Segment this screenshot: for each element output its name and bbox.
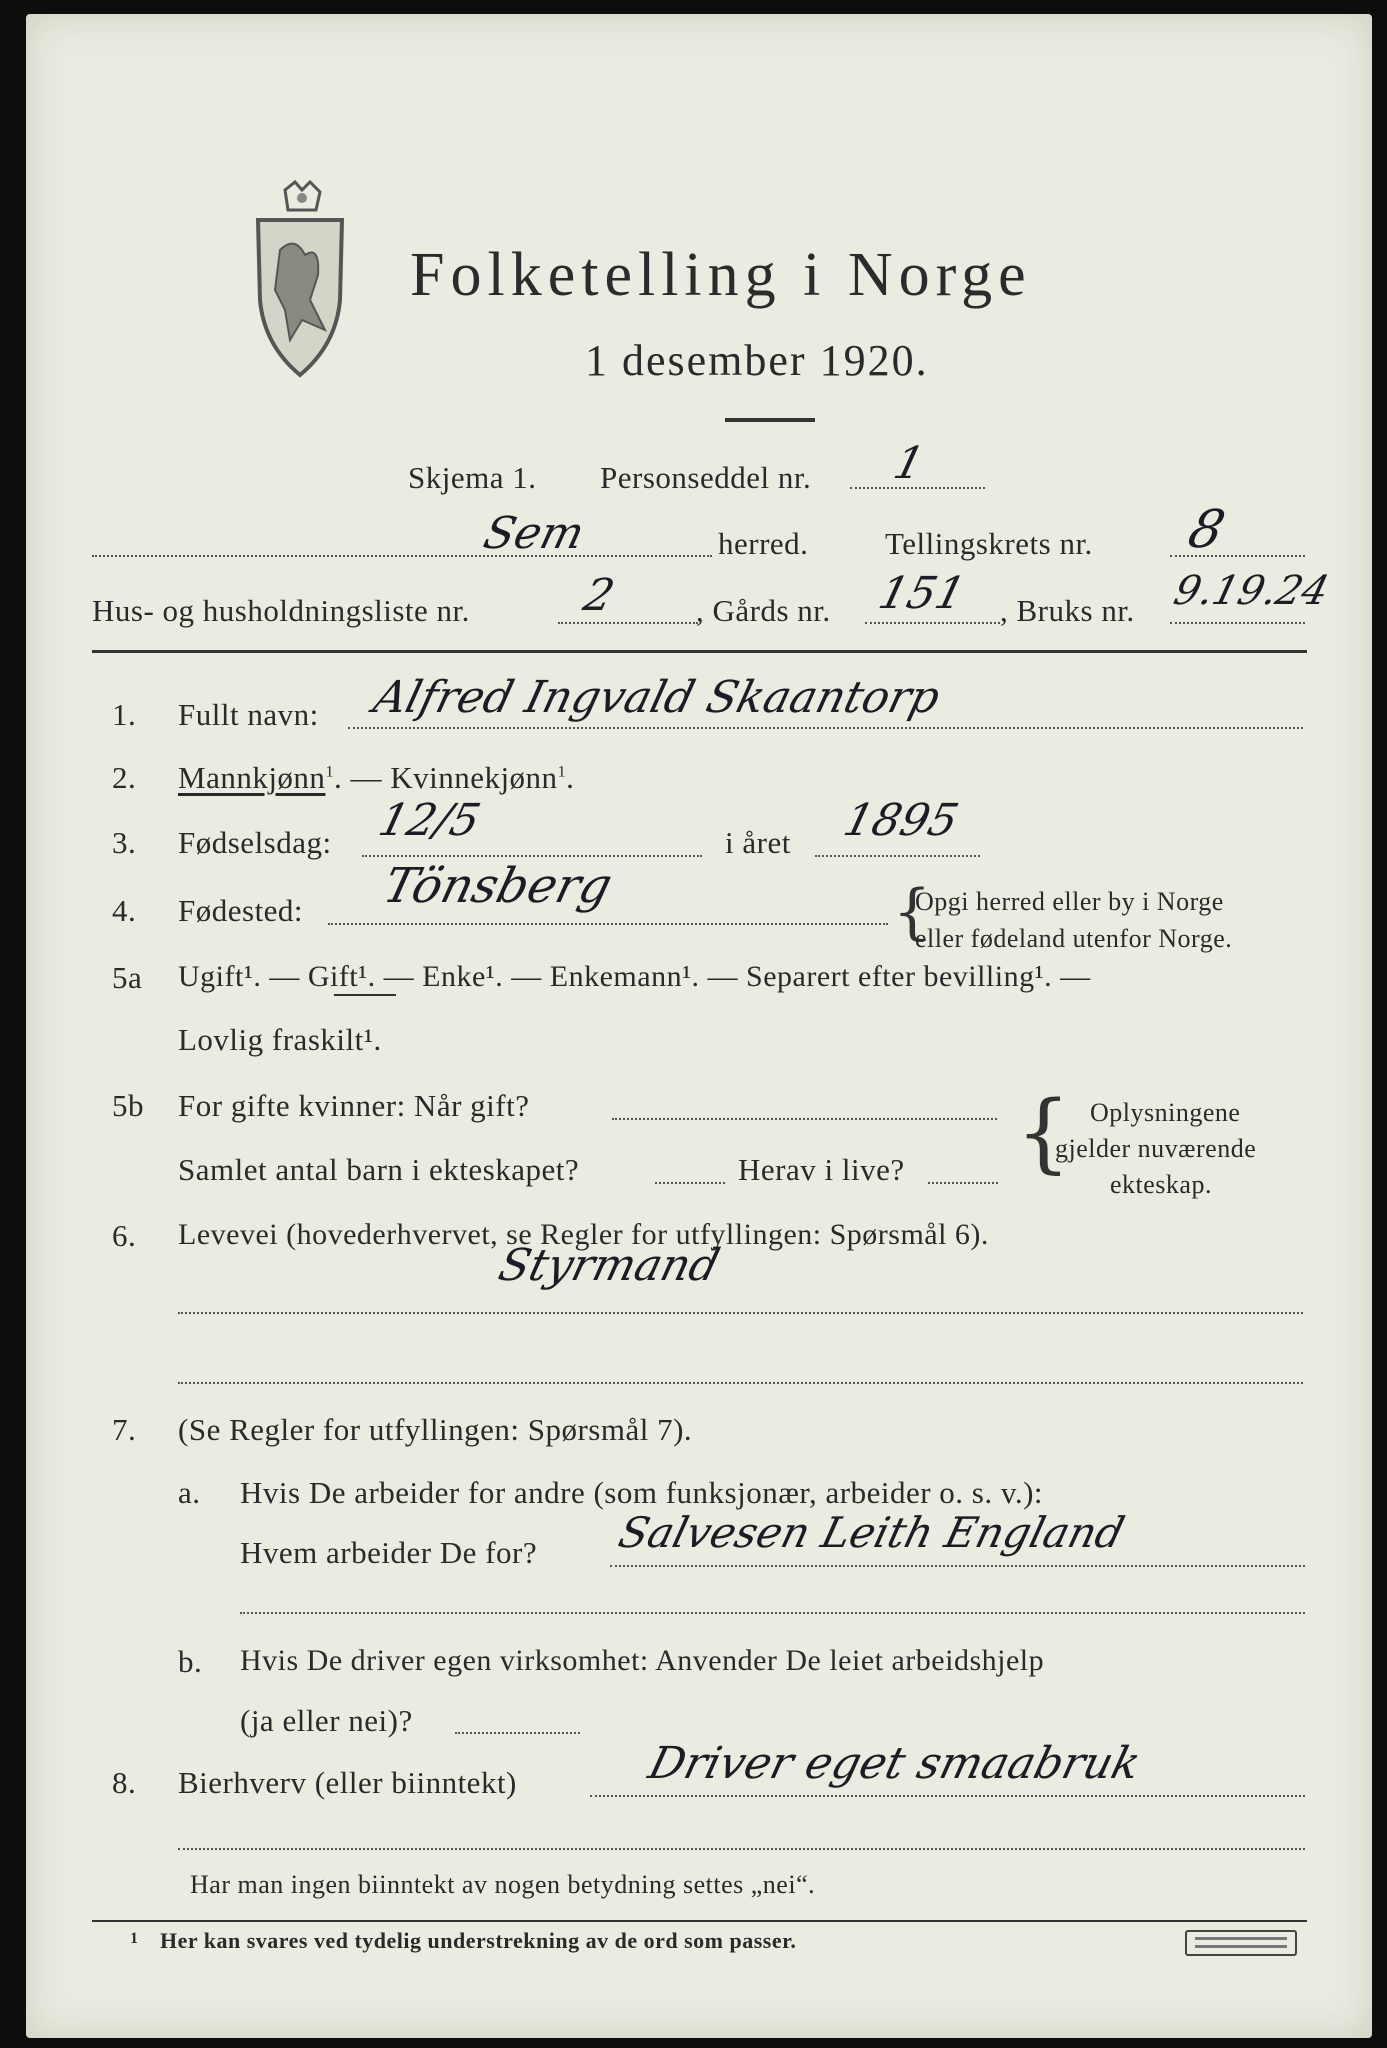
q3-number: 3. (112, 825, 137, 860)
q6-line-2 (178, 1382, 1303, 1384)
bruks-line (1170, 622, 1305, 624)
q5b-when-line (612, 1118, 997, 1120)
q7a-line (610, 1565, 1305, 1567)
q6-number: 6. (112, 1218, 137, 1253)
q5b-number: 5b (112, 1088, 144, 1123)
footnote-rule (92, 1920, 1307, 1922)
q5b-alive-label: Herav i live? (738, 1152, 905, 1187)
herred-value[interactable]: Sem (478, 508, 590, 559)
q3-year-value[interactable]: 1895 (838, 795, 964, 846)
q7a-letter: a. (178, 1475, 201, 1510)
q7a-value[interactable]: Salvesen Leith England (613, 1508, 1130, 1557)
bruks-label: , Bruks nr. (1000, 593, 1135, 628)
q2-male-option[interactable]: Mannkjønn (178, 760, 326, 795)
q5b-alive-line (928, 1182, 998, 1184)
bruks-value[interactable]: 9.19.24 (1169, 568, 1334, 614)
gards-line (865, 622, 1000, 624)
q5b-line-1: For gifte kvinner: Når gift? (178, 1088, 530, 1123)
herred-label: herred. (718, 526, 809, 561)
q4-number: 4. (112, 893, 137, 928)
q4-value[interactable]: Tönsberg (378, 858, 618, 914)
q5b-note-2: gjelder nuværende (1055, 1134, 1257, 1163)
q2-sep: . — (333, 760, 391, 795)
q3-year-label: i året (725, 825, 791, 860)
q5a-number: 5a (112, 960, 143, 995)
q7b-letter: b. (178, 1644, 203, 1679)
q8-note: Har man ingen biinntekt av nogen betydning settes „nei“. (190, 1870, 816, 1899)
q7a-line-1: Hvis De arbeider for andre (som funksjonær, arbeider o. s. v.): (240, 1475, 1044, 1510)
q4-brace: { (893, 877, 932, 947)
q6-label: Levevei (hovederhvervet, se Regler for utfyllingen: Spørsmål 6). (178, 1218, 989, 1251)
personseddel-line (850, 487, 985, 489)
q2-end: . (566, 760, 575, 795)
q2-number: 2. (112, 760, 137, 795)
q6-line-1 (178, 1312, 1303, 1314)
q1-number: 1. (112, 697, 137, 732)
q3-label: Fødselsdag: (178, 825, 332, 860)
hus-value[interactable]: 2 (578, 570, 620, 621)
norway-coat-of-arms-icon (250, 180, 350, 380)
q7a-line-2: Hvem arbeider De for? (240, 1535, 538, 1570)
q7b-line-1: Hvis De driver egen virksomhet: Anvender De leiet arbeidshjelp (240, 1644, 1045, 1677)
q6-value[interactable]: Styrmand (493, 1240, 725, 1291)
skjema-label: Skjema 1. (408, 460, 537, 495)
q4-label: Fødested: (178, 893, 304, 928)
q1-line (348, 727, 1303, 729)
q8-label: Bierhverv (eller biinntekt) (178, 1765, 517, 1800)
q5b-children-label: Samlet antal barn i ekteskapet? (178, 1152, 580, 1187)
hus-label: Hus- og husholdningsliste nr. (92, 593, 470, 628)
footnote-text: Her kan svares ved tydelig understrekning av de ord som passer. (160, 1928, 797, 1953)
q7-label: (Se Regler for utfyllingen: Spørsmål 7). (178, 1412, 693, 1447)
q4-line (328, 923, 888, 925)
personseddel-label: Personseddel nr. (600, 460, 812, 495)
q5a-line-1[interactable]: Ugift¹. — Gift¹. — Enke¹. — Enkemann¹. — Separert efter bevilling¹. — (178, 960, 1091, 993)
footnote-mark: 1 (130, 1930, 139, 1947)
q5b-note-3: ekteskap. (1110, 1170, 1212, 1199)
q1-value[interactable]: Alfred Ingvald Skaantorp (368, 672, 945, 723)
q7a-line-extra (240, 1612, 1305, 1614)
title-divider (725, 418, 815, 422)
gards-value[interactable]: 151 (873, 568, 971, 619)
q1-label: Fullt navn: (178, 697, 319, 732)
q5b-children-line (655, 1182, 725, 1184)
q7-number: 7. (112, 1412, 137, 1447)
tellingskrets-label: Tellingskrets nr. (885, 526, 1093, 561)
personseddel-value[interactable]: 1 (888, 438, 930, 489)
form-title: Folketelling i Norge (410, 241, 1032, 309)
q7b-line-2: (ja eller nei)? (240, 1703, 413, 1738)
q2-male-sup: 1 (325, 763, 334, 781)
q8-line (590, 1795, 1305, 1797)
q3-line (362, 855, 702, 857)
q2-female-sup: 1 (557, 763, 567, 781)
q4-note-2: eller fødeland utenfor Norge. (915, 924, 1233, 953)
q5b-note-1: Oplysningene (1090, 1098, 1241, 1127)
q4-note-1: Opgi herred eller by i Norge (915, 887, 1224, 916)
q7b-answer-line (455, 1732, 580, 1734)
q8-number: 8. (112, 1765, 137, 1800)
printer-stamp (1185, 1930, 1297, 1956)
form-date: 1 desember 1920. (585, 336, 929, 385)
header-rule (92, 650, 1307, 653)
q3-year-line (815, 855, 980, 857)
q8-line-2 (178, 1848, 1305, 1850)
tellingskrets-value[interactable]: 8 (1182, 500, 1231, 560)
hus-line (558, 622, 698, 624)
q8-value[interactable]: Driver eget smaabruk (643, 1738, 1146, 1789)
q3-value[interactable]: 12/5 (373, 795, 486, 846)
gards-label: , Gårds nr. (696, 593, 831, 628)
q5b-brace: { (1016, 1083, 1071, 1183)
q2-female-option[interactable]: Kvinnekjønn (390, 760, 558, 795)
q5a-gift-underline (334, 994, 396, 996)
herred-line (92, 555, 712, 557)
q5a-line-2[interactable]: Lovlig fraskilt¹. (178, 1022, 382, 1057)
q2-options (178, 760, 574, 796)
